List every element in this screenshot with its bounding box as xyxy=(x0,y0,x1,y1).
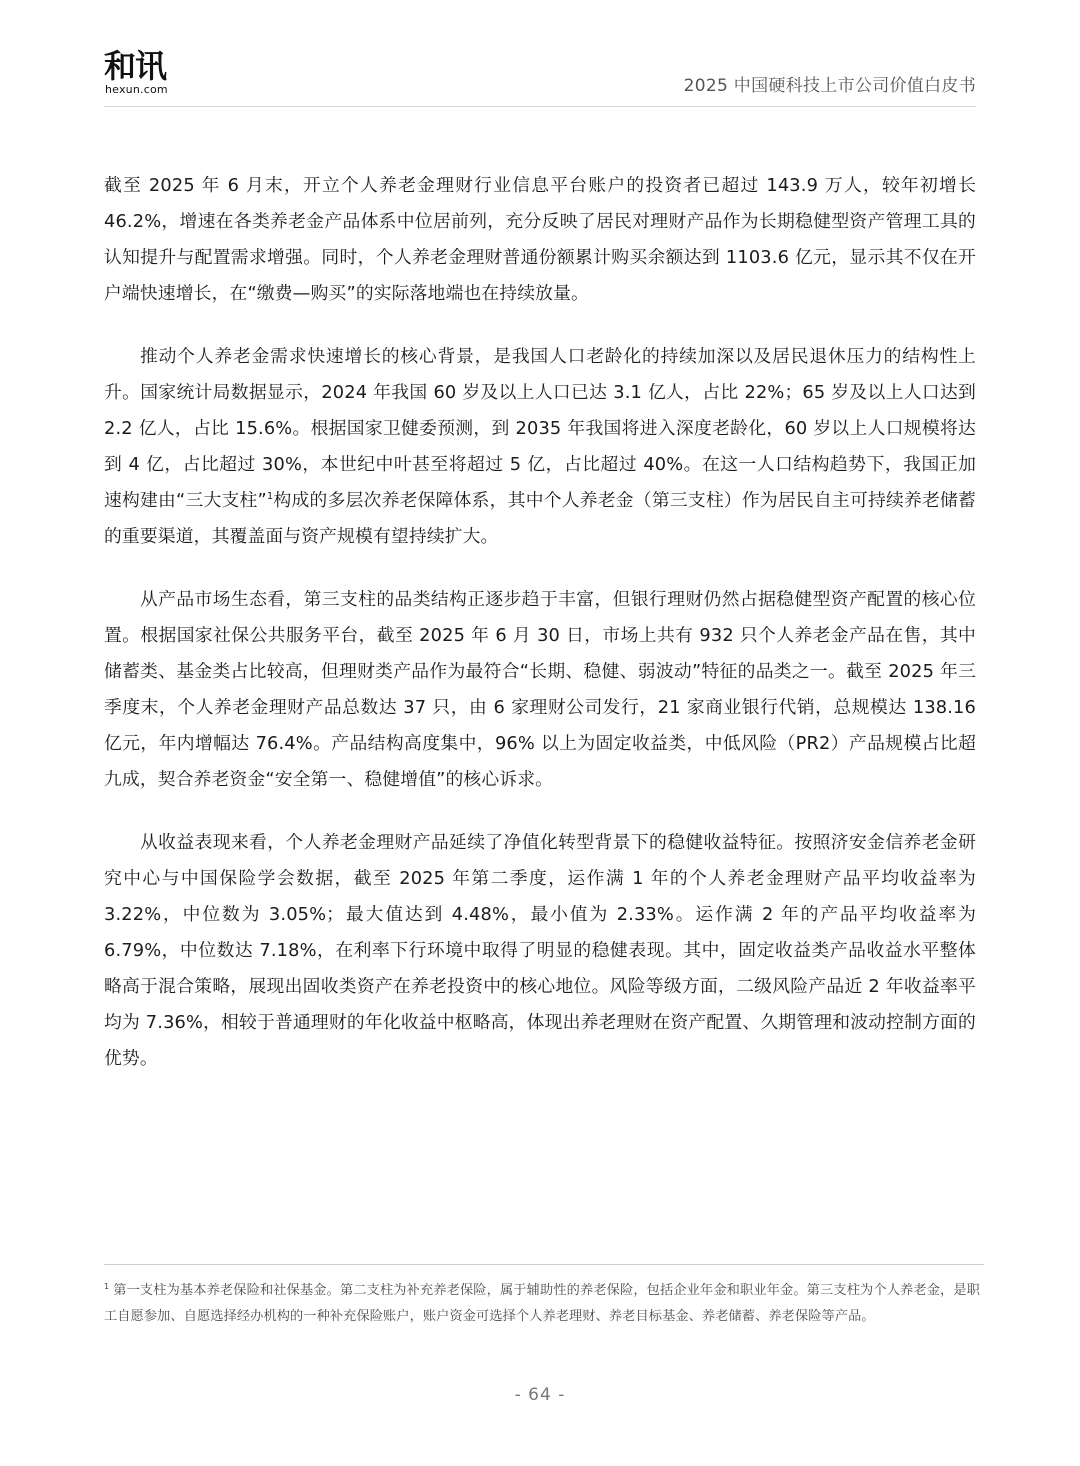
footnote xyxy=(104,1278,980,1330)
logo-mark: 和讯 xyxy=(104,47,167,85)
page-number: - 64 - xyxy=(514,1385,566,1405)
footnote-text: 第一支柱为基本养老保险和社保基金。第二支柱为补充养老保险，属于辅助性的养老保险，包括企业年金和职业年金。第三支柱为个人养老金，是职工自愿参加、自愿选择经办机构的一种补充保险账户，账户资金可选择个人养老理财、养老目标基金、养老储蓄、养老保险等产品。 xyxy=(104,1283,980,1324)
footnote-mark: 1 xyxy=(104,1281,110,1291)
page-header xyxy=(0,0,1080,110)
paragraph-2-text-b: 构成的多层次养老保障体系，其中个人养老金（第三支柱）作为居民自主可持续养老储蓄的重要渠道，其覆盖面与资产规模有望持续扩大。 xyxy=(104,490,976,547)
paragraph-3: 从产品市场生态看，第三支柱的品类结构正逐步趋于丰富，但银行理财仍然占据稳健型资产配置的核心位置。根据国家社保公共服务平台，截至 2025 年 6 月 30 日，市场上共有 932 只个人养老金产品在售，其中储蓄类、基金类占比较高，但理财类产品作为最符合“长期、稳健、弱波动”特征的品类之一。截至 2025 年三季度末，个人养老金理财产品总数达 37 只，由 6 家理财公司发行，21 家商业银行代销，总规模达 138.16 亿元，年内增幅达 76.4%。产品结构高度集中，96% 以上为固定收益类，中低风险（PR2）产品规模占比超九成，契合养老资金“安全第一、稳健增值”的核心诉求。 xyxy=(104,589,976,790)
header-divider xyxy=(104,106,976,107)
paragraph-2-text-a: 推动个人养老金需求快速增长的核心背景，是我国人口老龄化的持续加深以及居民退休压力的结构性上升。国家统计局数据显示，2024 年我国 60 岁及以上人口已达 3.1 亿人，占比 22%；65 岁及以上人口达到 2.2 亿人，占比 15.6%。根据国家卫健委预测，到 2035 年我国将进入深度老龄化，60 岁以上人口规模将达到 4 亿，占比超过 30%，本世纪中叶甚至将超过 5 亿，占比超过 40%。在这一人口结构趋势下，我国正加速构建由“三大支柱” xyxy=(104,346,976,511)
document-title: 2025 中国硬科技上市公司价值白皮书 xyxy=(683,76,976,96)
footnote-reference[interactable]: 1 xyxy=(266,491,274,503)
footnote-divider xyxy=(104,1264,984,1265)
hexun-logo xyxy=(104,48,176,98)
paragraph-1: 截至 2025 年 6 月末，开立个人养老金理财行业信息平台账户的投资者已超过 143.9 万人，较年初增长 46.2%，增速在各类养老金产品体系中位居前列，充分反映了居民对理财产品作为长期稳健型资产管理工具的认知提升与配置需求增强。同时，个人养老金理财普通份额累计购买余额达到 1103.6 亿元，显示其不仅在开户端快速增长，在“缴费—购买”的实际落地端也在持续放量。 xyxy=(104,175,976,304)
logo-domain: hexun.com xyxy=(105,83,168,96)
body-text xyxy=(104,168,976,1104)
paragraph-4: 从收益表现来看，个人养老金理财产品延续了净值化转型背景下的稳健收益特征。按照济安金信养老金研究中心与中国保险学会数据，截至 2025 年第二季度，运作满 1 年的个人养老金理财产品平均收益率为 3.22%，中位数为 3.05%；最大值达到 4.48%，最小值为 2.33%。运作满 2 年的产品平均收益率为 6.79%，中位数达 7.18%，在利率下行环境中取得了明显的稳健表现。其中，固定收益类产品收益水平整体略高于混合策略，展现出固收类资产在养老投资中的核心地位。风险等级方面，二级风险产品近 2 年收益率平均为 7.36%，相较于普通理财的年化收益中枢略高，体现出养老理财在资产配置、久期管理和波动控制方面的优势。 xyxy=(104,832,976,1069)
paragraph-2 xyxy=(104,339,976,555)
